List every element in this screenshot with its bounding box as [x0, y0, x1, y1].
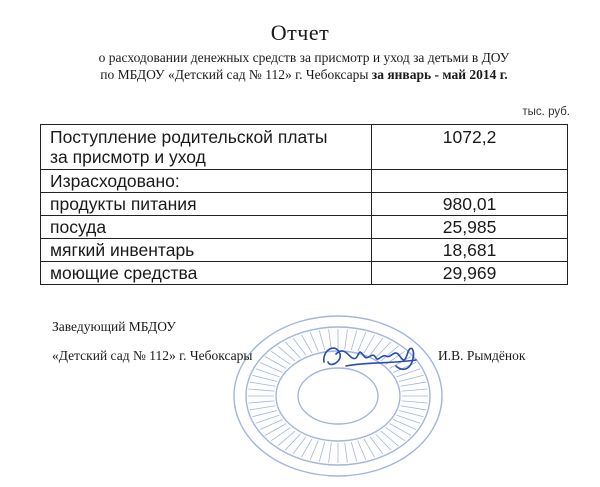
- document-subtitle: [0, 49, 600, 83]
- subtitle-line-1: о расходовании денежных средств за присмотр и уход за детьми в ДОУ: [98, 50, 510, 65]
- row-label: продукты питания: [41, 193, 372, 216]
- subtitle-line-2-prefix: по МБДОУ «Детский сад № 112» г. Чебоксары: [100, 67, 369, 82]
- row-label: мягкий инвентарь: [41, 239, 372, 262]
- row-label-line-1: Поступление родительской платы: [50, 127, 328, 147]
- row-label: [41, 125, 372, 170]
- subtitle-period: за январь - май 2014 г.: [371, 67, 508, 82]
- table-row: [41, 193, 568, 216]
- row-value: 29,969: [372, 262, 568, 285]
- table-row: [41, 239, 568, 262]
- document-title: Отчет: [270, 20, 330, 45]
- currency-unit: тыс. руб.: [522, 106, 570, 118]
- row-value: 18,681: [372, 239, 568, 262]
- row-value: 1072,2: [372, 125, 568, 170]
- subtitle-line-2: [0, 66, 600, 83]
- row-label: посуда: [41, 216, 372, 239]
- table-row: [41, 170, 568, 193]
- row-value: [372, 170, 568, 193]
- signer-name: И.В. Рымдёнок: [438, 348, 526, 363]
- row-label: Израсходовано:: [41, 170, 372, 193]
- table-row: [41, 262, 568, 285]
- table-row: [41, 125, 568, 170]
- table-row: [41, 216, 568, 239]
- row-label: моющие средства: [41, 262, 372, 285]
- expenses-table: [40, 124, 568, 285]
- handwritten-signature: [316, 332, 426, 382]
- position-line-1: Заведующий МБДОУ: [52, 319, 176, 334]
- row-label-line-2: за присмотр и уход: [50, 147, 206, 167]
- row-value: 25,985: [372, 216, 568, 239]
- position-line-2: «Детский сад № 112» г. Чебоксары: [52, 348, 253, 363]
- row-value: 980,01: [372, 193, 568, 216]
